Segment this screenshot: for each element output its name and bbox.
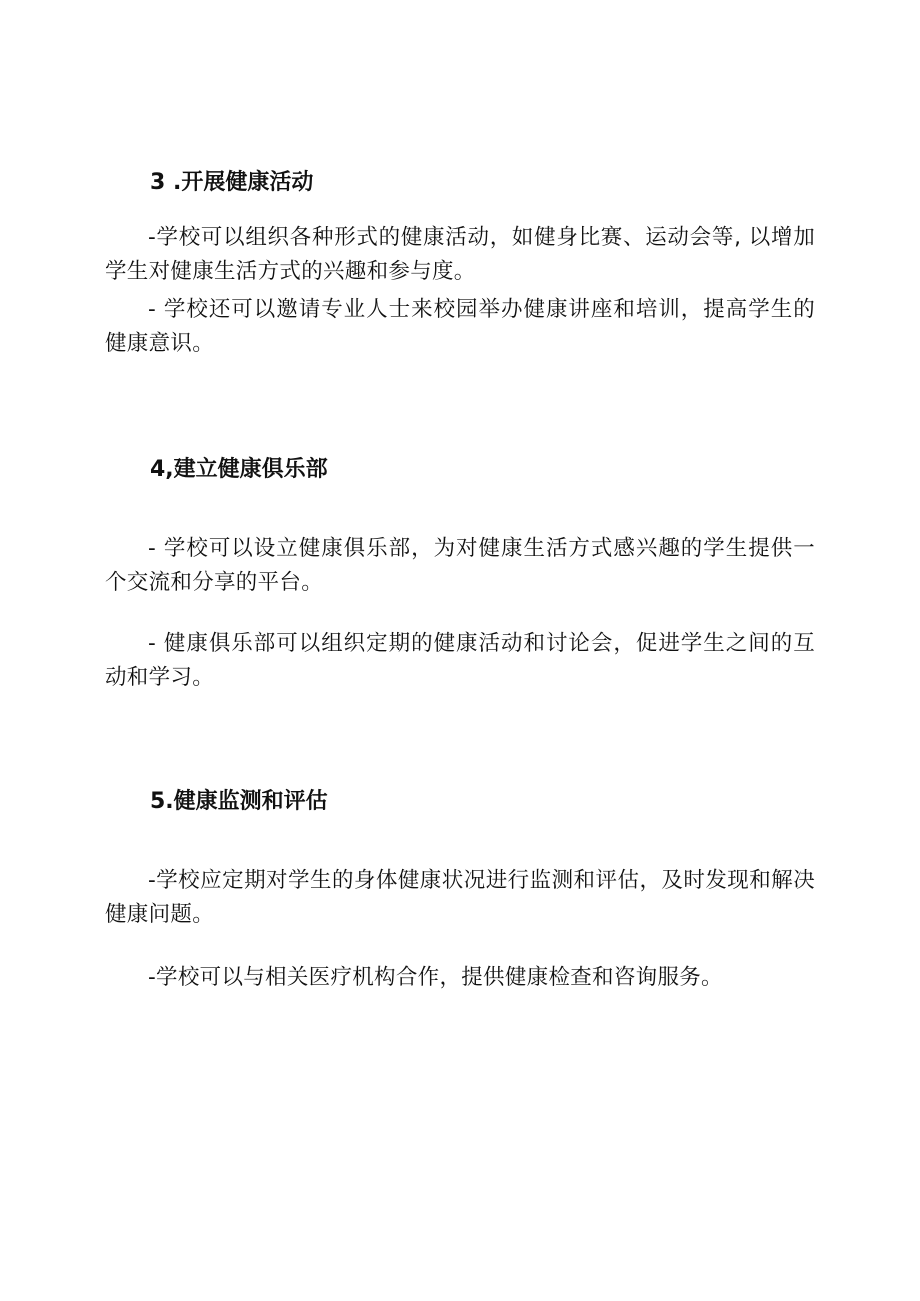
section-heading-5: 5.健康监测和评估 bbox=[150, 789, 328, 814]
section-5-paragraph-2: -学校可以与相关医疗机构合作，提供健康检查和咨询服务。 bbox=[148, 965, 723, 990]
section-4-paragraph-2: - 健康俱乐部可以组织定期的健康活动和讨论会，促进学生之间的互动和学习。 bbox=[105, 631, 815, 690]
section-heading-3: 3 .开展健康活动 bbox=[150, 170, 314, 195]
section-5-paragraph-1: -学校应定期对学生的身体健康状况进行监测和评估，及时发现和解决健康问题。 bbox=[105, 868, 815, 927]
section-3-paragraph-2: - 学校还可以邀请专业人士来校园举办健康讲座和培训，提高学生的健康意识。 bbox=[105, 297, 815, 356]
section-heading-4: 4,建立健康俱乐部 bbox=[150, 457, 328, 482]
section-3-paragraph-1: -学校可以组织各种形式的健康活动，如健身比赛、运动会等, 以增加学生对健康生活方式的兴趣和参与度。 bbox=[105, 225, 815, 284]
section-4-paragraph-1: - 学校可以设立健康俱乐部，为对健康生活方式感兴趣的学生提供一个交流和分享的平台。 bbox=[105, 536, 815, 595]
